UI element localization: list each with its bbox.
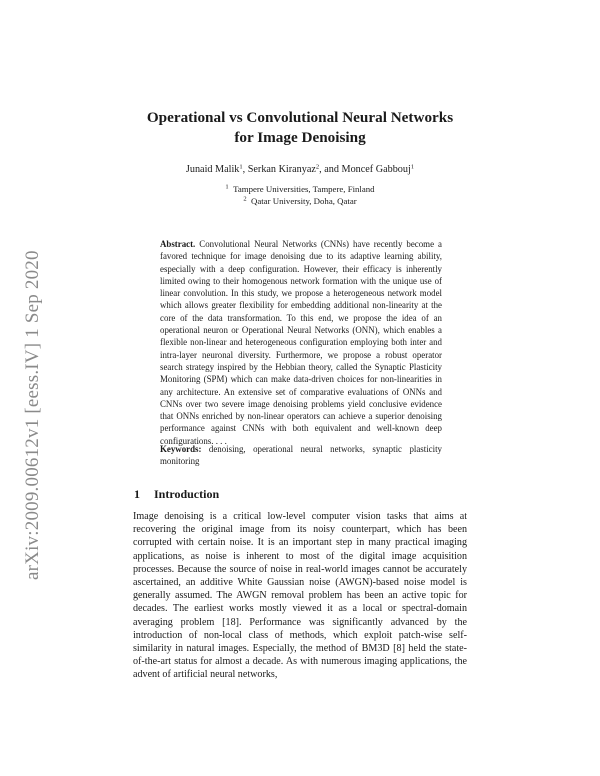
author-separator: , bbox=[242, 164, 248, 175]
section-title: Introduction bbox=[154, 487, 220, 501]
author-list bbox=[100, 164, 500, 175]
author-affiliation-mark: 1 bbox=[239, 163, 243, 171]
author-affiliation-mark: 2 bbox=[315, 163, 320, 171]
affiliation-1 bbox=[100, 184, 500, 195]
paper-title-line-1: Operational vs Convolutional Neural Networks bbox=[146, 109, 454, 126]
affiliation-mark: 2 bbox=[243, 195, 247, 203]
introduction-paragraph: Image denoising is a critical low-level computer vision tasks that aims at recovering the original image from its noisy counterpart, which has been corrupted with certain noise. It is an important step in many practical imaging applications, as noise is inherent to most of the digital image acquisition processes. Because the source of noise in real-world images cannot be accurately ascertained, an additive White Gaussian noise (AWGN)-based noise model is generally assumed. The AWGN removal problem has been an active topic for decades. The earliest works mostly viewed it as a local or spectral-domain averaging problem [18]. Performance was significantly advanced by the introduction of non-local class of methods, which exploit patch-wise self-similarity in natural images. Especially, the method of BM3D [8] held the state-of-the-art status for almost a decade. As with numerous imaging applications, the advent of artificial neural networks, bbox=[133, 511, 467, 681]
affiliation-2 bbox=[100, 196, 500, 207]
affiliation-text: Qatar University, Doha, Qatar bbox=[250, 196, 357, 206]
keywords-text: denoising, operational neural networks, synaptic plasticity monitoring bbox=[160, 444, 442, 467]
abstract-label: Abstract. bbox=[160, 239, 196, 249]
paper-title bbox=[100, 108, 500, 148]
keywords-label: Keywords: bbox=[160, 444, 202, 454]
section-heading-introduction bbox=[134, 487, 219, 502]
affiliation-mark: 1 bbox=[225, 183, 229, 191]
author-affiliation-mark: 1 bbox=[410, 163, 415, 171]
affiliation-text: Tampere Universities, Tampere, Finland bbox=[233, 184, 375, 194]
author-separator: , and bbox=[319, 164, 342, 175]
keywords-block bbox=[160, 443, 442, 468]
abstract-text: Convolutional Neural Networks (CNNs) have recently become a favored technique for image denoising due to its adaptive learning ability, especially with a deep configuration. However, their efficacy is inherently limited owing to their homogenous network formation with the unique use of linear convolution. In this study, we propose a heterogeneous network model which allows greater flexibility for embedding additional non-linearity at the core of the data transformation. To this end, we propose the idea of an operational neuron or Operational Neural Networks (ONN), which enables a flexible non-linear and heterogeneous configuration employing both inter and intra-layer neuronal diversity. Furthermore, we propose a robust operator search strategy inspired by the Hebbian theory, called the Synaptic Plasticity Monitoring (SPM) which can make data-driven choices for non-linearities in any architecture. An extensive set of comparative evaluations of ONNs and CNNs over two severe image denoising problems yield conclusive evidence that ONNs enriched by non-linear operators can achieve a superior denoising performance against CNNs with both equivalent and well-known deep configurations. . . . bbox=[160, 239, 442, 446]
abstract-block bbox=[160, 238, 442, 447]
section-number: 1 bbox=[134, 487, 140, 501]
paper-title-line-2: for Image Denoising bbox=[234, 129, 366, 146]
author-name: Moncef Gabbouj bbox=[341, 164, 411, 175]
author-name: Junaid Malik bbox=[185, 164, 240, 175]
arxiv-identifier-stamp[interactable]: arXiv:2009.00612v1 [eess.IV] 1 Sep 2020 bbox=[22, 250, 43, 580]
author-name: Serkan Kiranyaz bbox=[247, 164, 316, 175]
